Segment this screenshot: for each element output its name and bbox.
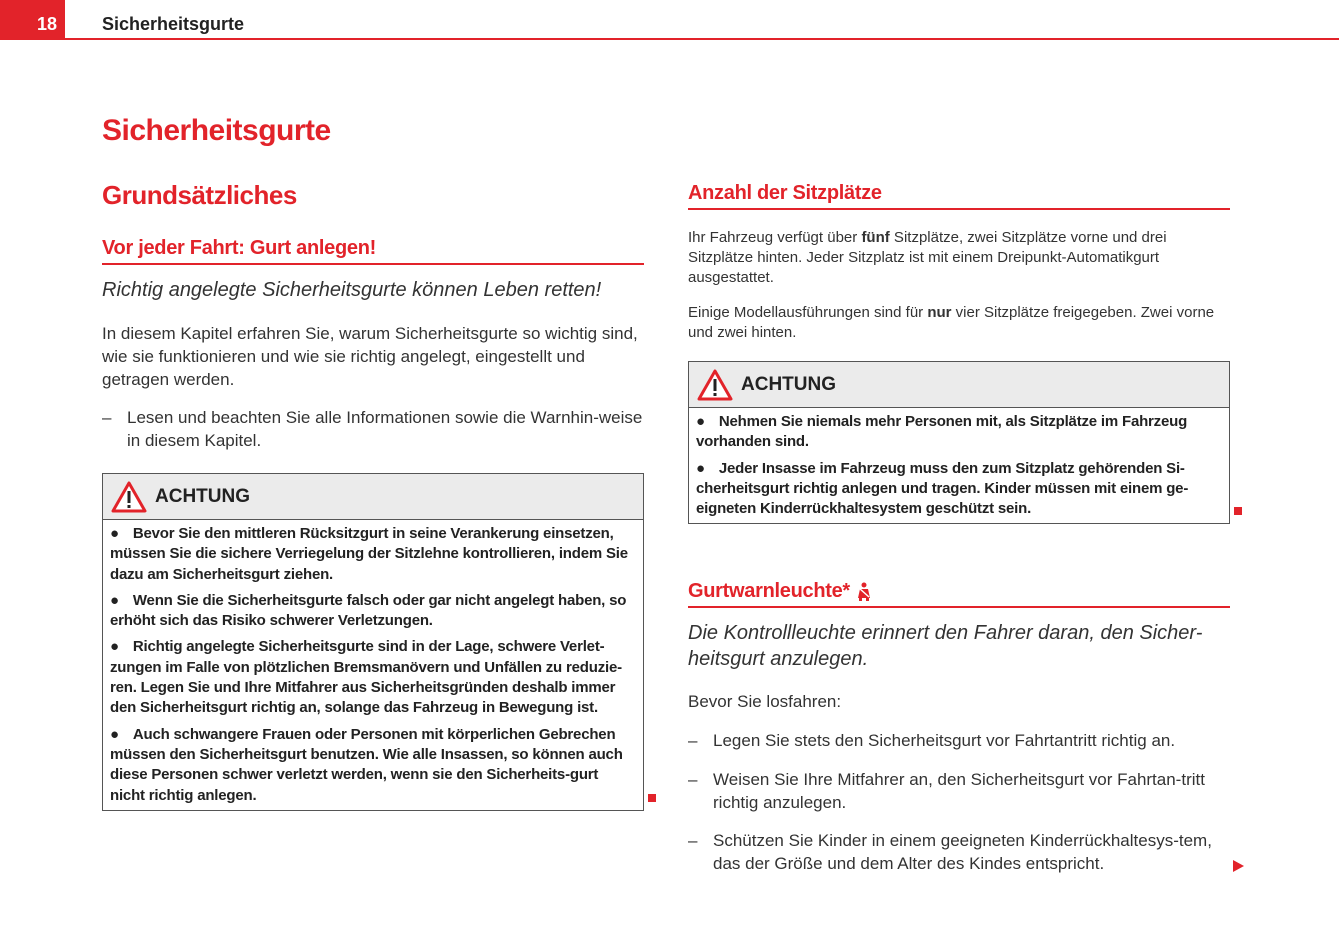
dash-marker: – [688,831,698,851]
bullet: ● [110,525,119,542]
instruction-item [688,768,1230,814]
seats-paragraph-1 [688,228,1230,288]
instruction-text: Lesen und beachten Sie alle Informationen sowie die Warnhin-weise in diesem Kapitel. [127,408,643,450]
header-divider [65,38,1339,40]
warning-text: Wenn Sie die Sicherheitsgurte falsch oder gar nicht angelegt haben, so erhöht sich das Risiko schwerer Verletzungen. [110,591,627,630]
warning-body [689,408,1229,523]
instruction-text: Legen Sie stets den Sicherheitsgurt vor Fahrtantritt richtig an. [713,731,1176,751]
belt-light-lead: Die Kontrollleuchte erinnert den Fahrer daran, den Sicher-heitsgurt anzulegen. [688,622,1203,671]
warning-text: Richtig angelegte Sicherheitsgurte sind in der Lage, schwere Verlet-zungen im Falle von plötzlichen Bremsmanövern und Unfällen zu reduzie-ren. Legen Sie und Ihre Mitfahrer aus Sicherheitsgründen deshalb immer den Sicherheitsgurt richtig an, solange das Fahrzeug in Bewegung ist. [110,638,622,717]
warning-item [110,524,636,585]
subsection-title: Vor jeder Fahrt: Gurt anlegen! [102,237,644,265]
instruction-item [102,406,644,452]
warning-text: Jeder Insasse im Fahrzeug muss den zum Sitzplatz gehörenden Si-cherheitsgurt richtig anlegen und tragen. Kinder müssen mit einem ge-eigneten Kinderrückhaltesystem geschützt sein. [696,459,1189,518]
instruction-item [688,729,1230,752]
section-end-marker [648,794,656,802]
continue-arrow-icon [1233,860,1244,872]
warning-item [110,637,636,718]
warning-triangle-icon [111,481,147,513]
emphasis: nur [927,304,952,321]
page-number: 18 [0,0,65,40]
belt-light-title: Gurtwarnleuchte* [688,580,850,603]
belt-light-intro: Bevor Sie losfahren: [688,692,842,712]
warning-header [103,474,643,520]
seatbelt-warning-icon [856,582,872,602]
text: Einige Modellausführungen sind für [688,304,928,321]
warning-item [696,459,1222,520]
dash-marker: – [688,731,698,751]
bullet: ● [110,591,119,609]
dash-marker: – [102,408,112,427]
warning-header [689,362,1229,408]
warning-item [696,412,1222,453]
warning-title: ACHTUNG [741,373,836,395]
warning-box [102,473,644,811]
lead-text: Richtig angelegte Sicherheitsgurte können Leben retten! [102,279,602,301]
warning-text: Nehmen Sie niemals mehr Personen mit, als Sitzplätze im Fahrzeug vorhanden sind. [696,413,1188,451]
bullet: ● [696,459,705,477]
instruction-item [688,829,1230,875]
text: Sitzplätze, zwei Sitzplätze vorne und drei Sitzplätze hinten. Jeder Sitzplatz ist mit einem Dreipunkt-Automatikgurt ausgestattet. [688,229,1167,286]
warning-text: Auch schwangere Frauen oder Personen mit körperlichen Gebrechen müssen den Sicherheitsgurt benutzen. Wie alle Insassen, so können auch diese Personen schwer verletzt werden, wenn sie den Sicherheits-gurt nicht richtig anlegen. [110,725,623,804]
section-title: Grundsätzliches [102,180,297,210]
instruction-text: Schützen Sie Kinder in einem geeigneten Kinderrückhaltesys-tem, das der Größe und dem Alter des Kindes entspricht. [713,831,1212,874]
bullet: ● [110,725,119,743]
intro-paragraph: In diesem Kapitel erfahren Sie, warum Sicherheitsgurte so wichtig sind, wie sie funktionieren und wie sie richtig angelegt, eingestellt und getragen werden. [102,324,638,389]
seats-paragraph-2 [688,303,1230,343]
section-end-marker [1234,507,1242,515]
warning-item [110,725,636,806]
bullet: ● [696,413,705,430]
belt-light-heading [688,580,1230,608]
warning-title: ACHTUNG [155,485,250,507]
emphasis: fünf [861,229,890,246]
running-header: Sicherheitsgurte [102,14,245,34]
text: Ihr Fahrzeug verfügt über [688,229,862,246]
warning-item [110,591,636,632]
right-column [688,182,1230,875]
text: vier Sitzplätze freigegeben. Zwei vorne und zwei hinten. [688,304,1215,341]
chapter-title: Sicherheitsgurte [102,114,331,147]
warning-box [688,361,1230,524]
left-column [102,180,644,811]
warning-text: Bevor Sie den mittleren Rücksitzgurt in seine Verankerung einsetzen, müssen Sie die sichere Verriegelung der Sitzlehne kontrollieren, indem Sie dazu am Sicherheitsgurt ziehen. [110,525,628,583]
dash-marker: – [688,770,698,790]
seats-title: Anzahl der Sitzplätze [688,182,1230,210]
warning-body [103,520,643,810]
bullet: ● [110,638,119,656]
warning-triangle-icon [697,369,733,401]
instruction-text: Weisen Sie Ihre Mitfahrer an, den Sicherheitsgurt vor Fahrtan-tritt richtig anzulegen. [713,770,1205,813]
